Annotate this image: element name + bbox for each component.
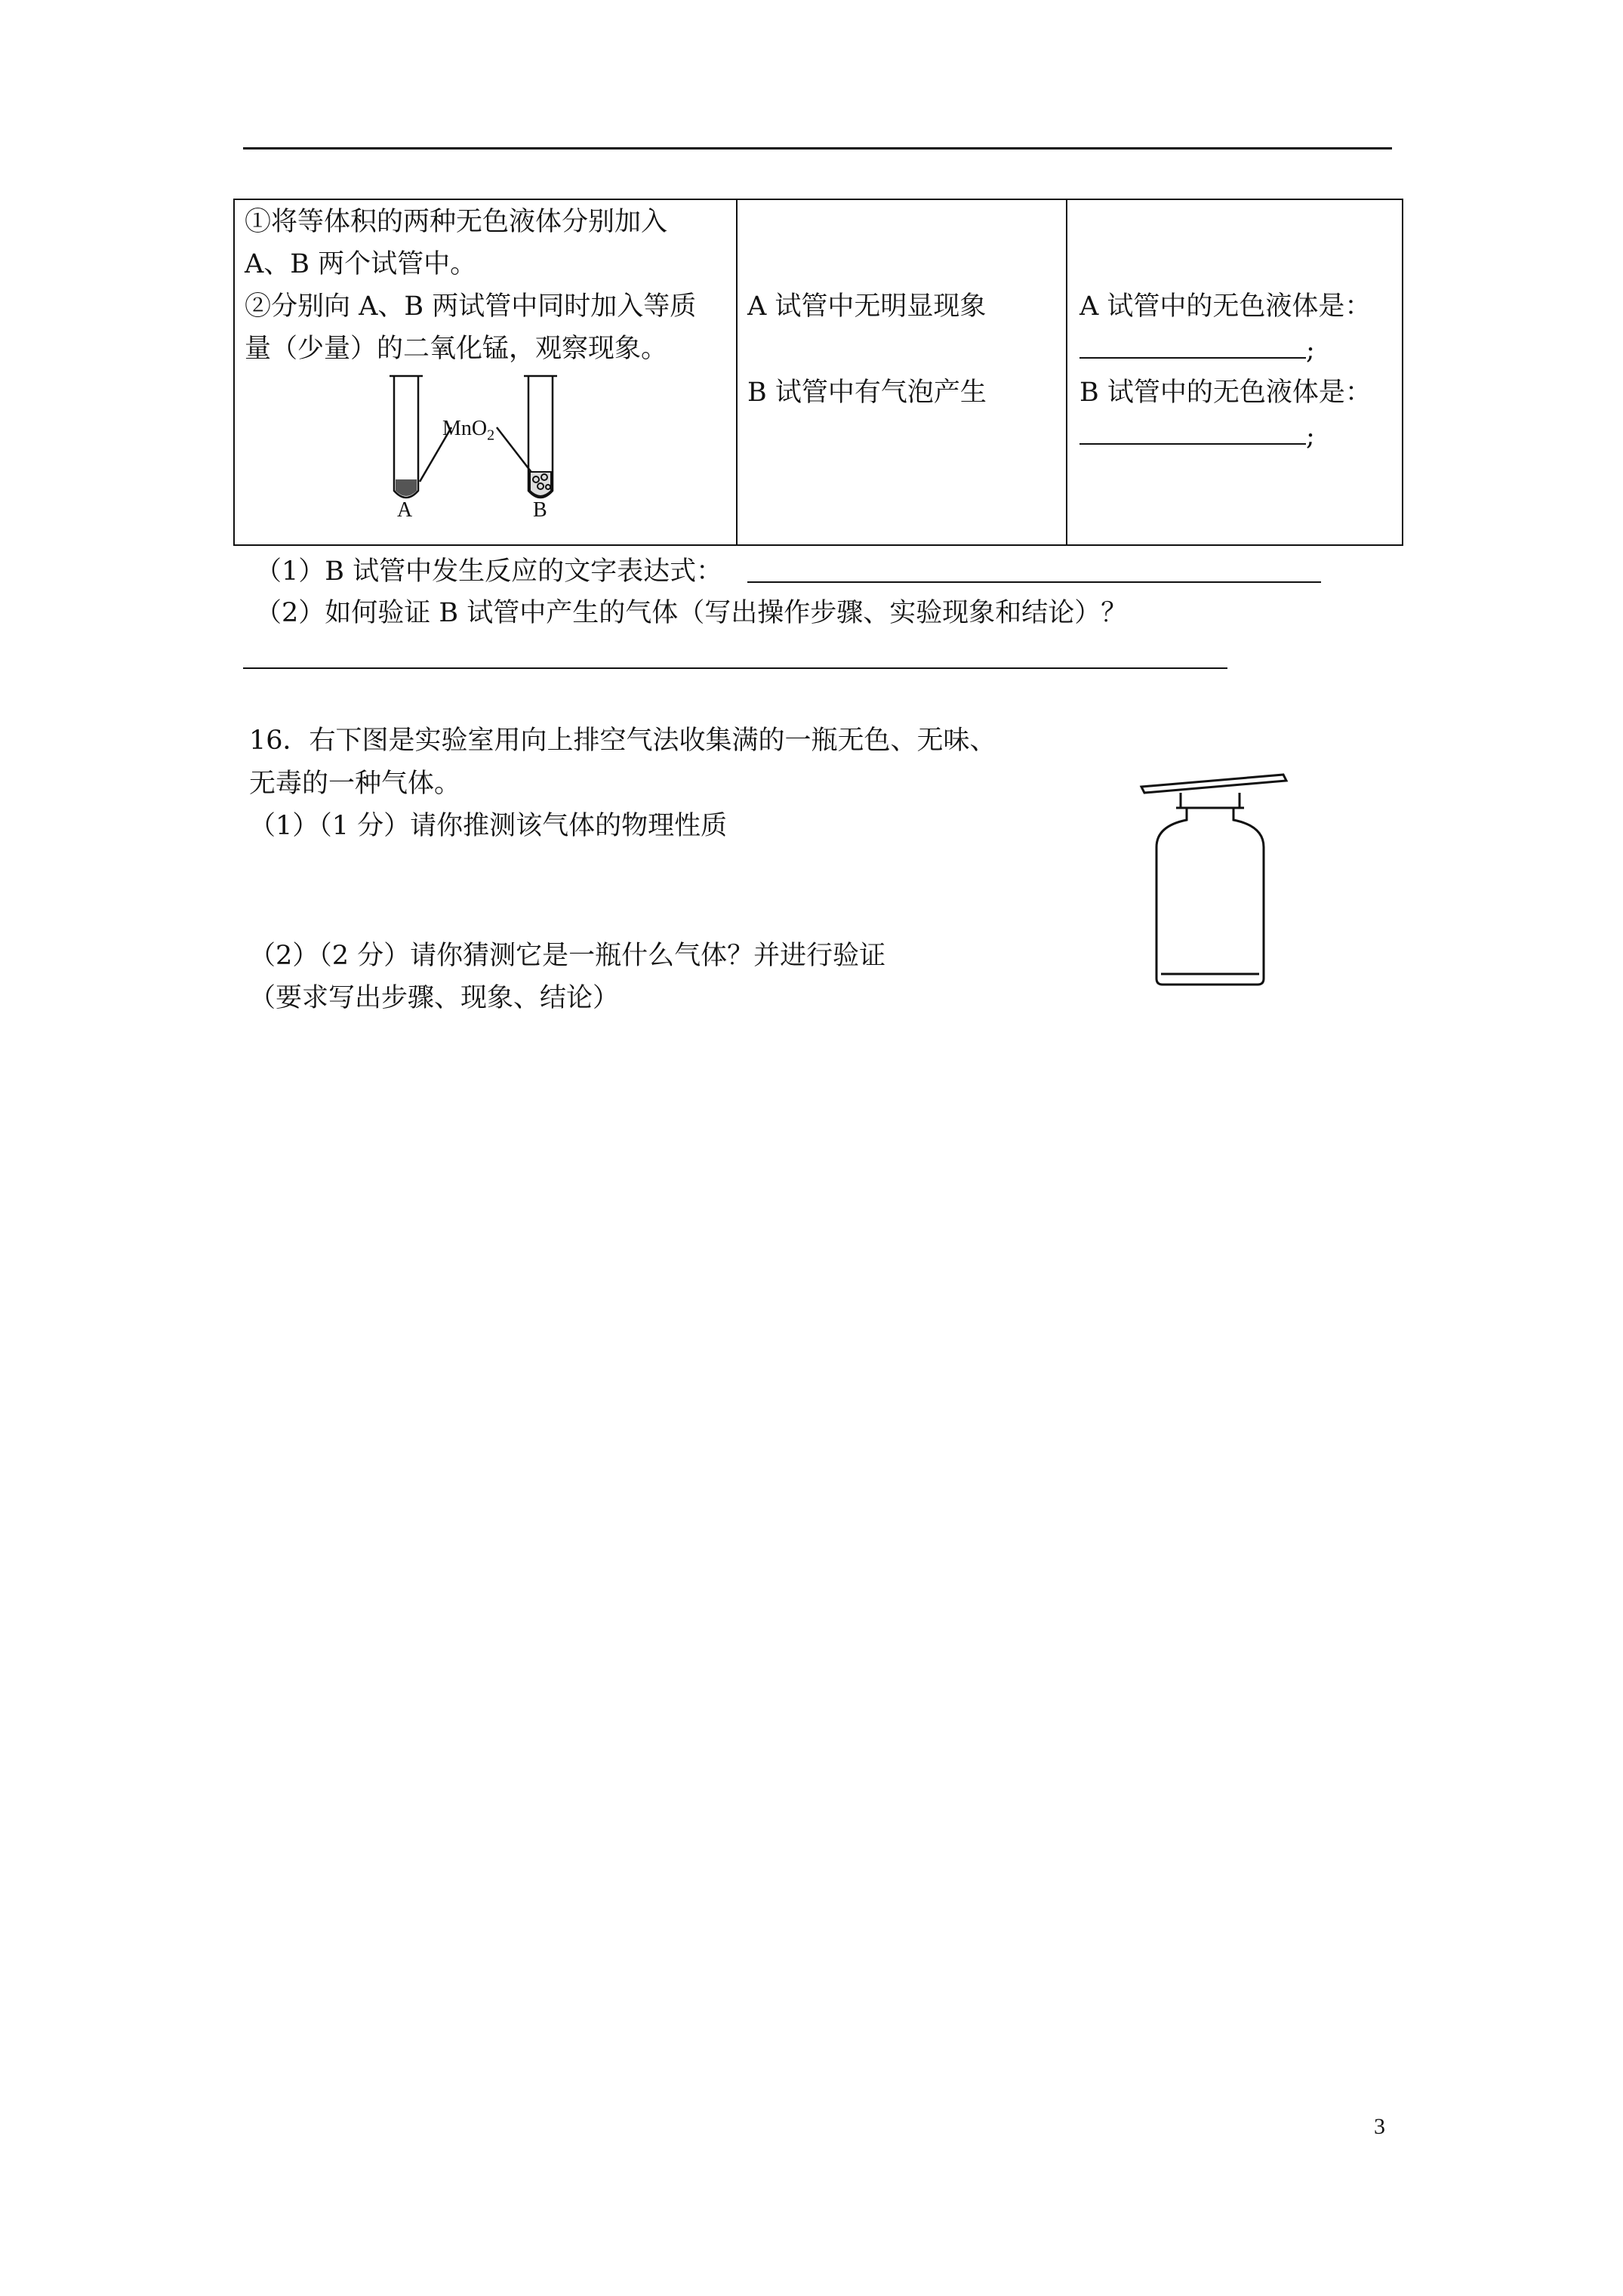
conclusion-b-blank[interactable]: ; (1079, 416, 1315, 456)
tube-a-liquid (396, 479, 417, 496)
q15-part1-answer-line[interactable] (747, 581, 1321, 583)
page-number: 3 (1374, 2114, 1385, 2139)
q16-text: 16．右下图是实验室用向上排空气法收集满的一瓶无色、无味、 (249, 726, 996, 756)
conclusion-a-blank[interactable]: ; (1079, 330, 1315, 370)
step-line: A、B 两个试管中。 (245, 249, 477, 279)
step-line: 量（少量）的二氧化锰，观察现象。 (245, 334, 668, 364)
tube-b-label: B (533, 498, 547, 522)
conclusion-a-label: A 试管中的无色液体是： (1079, 291, 1372, 322)
step-line: ②分别向 A、B 两试管中同时加入等质 (245, 291, 697, 322)
q16-part2: （2）（2 分）请你猜测它是一瓶什么气体？并进行验证 (249, 941, 886, 971)
q16-part1: （1）（1 分）请你推测该气体的物理性质 (249, 811, 728, 841)
q15-part1: （1）B 试管中发生反应的文字表达式： (255, 556, 723, 587)
mno2-label: MnO$_2$ (442, 417, 495, 444)
column-divider (1066, 200, 1067, 544)
conclusion-b-label: B 试管中的无色液体是： (1079, 378, 1372, 408)
phenomenon-a: A 试管中无明显现象 (747, 291, 987, 322)
q16-text: 无毒的一种气体。 (249, 769, 461, 799)
q15-part2-answer-line[interactable] (243, 667, 1227, 669)
q15-part2: （2）如何验证 B 试管中产生的气体（写出操作步骤、实验现象和结论）？ (255, 598, 1128, 628)
tube-a-label: A (397, 498, 413, 522)
gas-bottle-figure (1138, 770, 1289, 997)
q16-part2-note: （要求写出步骤、现象、结论） (249, 983, 620, 1013)
column-divider (736, 200, 738, 544)
phenomenon-b: B 试管中有气泡产生 (747, 378, 987, 408)
header-rule (243, 147, 1392, 149)
step-line: ①将等体积的两种无色液体分别加入 (245, 207, 668, 237)
